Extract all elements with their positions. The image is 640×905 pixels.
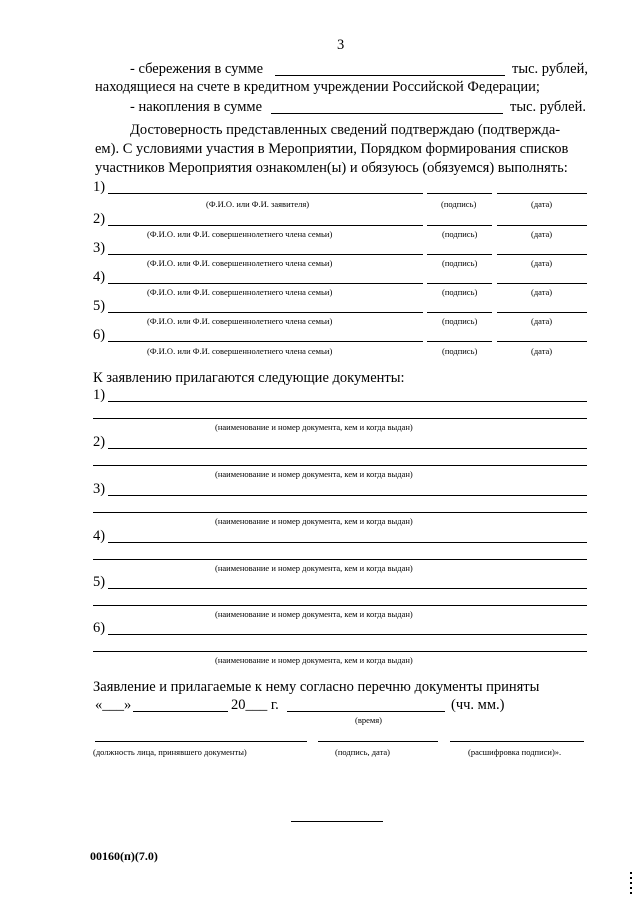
document-field-line-1[interactable] [108,448,587,449]
document-field-line-1[interactable] [108,588,587,589]
document-caption: (наименование и номер документа, кем и когда выдан) [215,655,413,665]
confirmation-line-1: Достоверность представленных сведений подтверждаю (подтвержда- [130,122,561,138]
signature-number: 6) [93,327,106,343]
receiver-decode-caption: (расшифровка подписи)». [468,747,562,757]
document-field-line-2[interactable] [93,465,587,466]
signature-date-field[interactable] [497,225,587,226]
document-field-line-1[interactable] [108,634,587,635]
document-field-line-2[interactable] [93,651,587,652]
accepted-time-caption: (время) [355,715,382,725]
signature-name-caption: (Ф.И.О. или Ф.И. совершеннолетнего члена семьи) [147,316,333,326]
document-number: 2) [93,434,106,450]
signature-name-field[interactable] [108,254,423,255]
signature-name-caption: (Ф.И.О. или Ф.И. совершеннолетнего члена семьи) [147,287,333,297]
receiver-decode-field[interactable] [450,741,584,742]
signature-date-caption: (дата) [531,258,553,268]
savings-continuation: находящиеся на счете в кредитном учреждении Российской Федерации; [95,79,540,95]
accepted-time-field[interactable] [287,711,445,712]
signature-number: 3) [93,240,106,256]
signature-name-caption: (Ф.И.О. или Ф.И. совершеннолетнего члена семьи) [147,346,333,356]
signature-sign-field[interactable] [427,341,492,342]
signature-date-field[interactable] [497,254,587,255]
accumulations-prefix: - накопления в сумме [130,99,263,115]
accepted-time-suffix: (чч. мм.) [451,697,505,713]
document-caption: (наименование и номер документа, кем и когда выдан) [215,469,413,479]
signature-sign-caption: (подпись) [442,258,478,268]
signature-sign-caption: (подпись) [441,199,477,209]
signature-name-caption: (Ф.И.О. или Ф.И. совершеннолетнего члена семьи) [147,229,333,239]
signature-sign-caption: (подпись) [442,287,478,297]
signature-name-caption: (Ф.И.О. или Ф.И. совершеннолетнего члена семьи) [147,258,333,268]
page-number: 3 [337,37,345,53]
document-number: 5) [93,574,106,590]
document-field-line-2[interactable] [93,605,587,606]
signature-date-field[interactable] [497,312,587,313]
signature-date-caption: (дата) [531,229,553,239]
signature-number: 2) [93,211,106,227]
document-field-line-2[interactable] [93,512,587,513]
confirmation-line-2: ем). С условиями участия в Мероприятии, Порядком формирования списков [95,141,569,157]
accumulations-suffix: тыс. рублей. [510,99,586,115]
accepted-day-field[interactable]: «___» [95,697,132,713]
signature-date-caption: (дата) [531,346,553,356]
document-caption: (наименование и номер документа, кем и когда выдан) [215,516,413,526]
signature-date-field[interactable] [497,341,587,342]
signature-number: 1) [93,179,106,195]
signature-name-field[interactable] [108,193,423,194]
document-field-line-1[interactable] [108,542,587,543]
document-number: 1) [93,387,106,403]
document-caption: (наименование и номер документа, кем и когда выдан) [215,563,413,573]
signature-number: 5) [93,298,106,314]
signature-sign-field[interactable] [427,283,492,284]
documents-heading: К заявлению прилагаются следующие документы: [93,370,405,386]
signature-name-field[interactable] [108,312,423,313]
document-field-line-2[interactable] [93,559,587,560]
signature-date-caption: (дата) [531,316,553,326]
receiver-position-field[interactable] [95,741,307,742]
signature-date-field[interactable] [497,193,587,194]
accumulations-amount-field[interactable] [271,113,503,114]
savings-prefix: - сбережения в сумме [130,61,264,77]
signature-number: 4) [93,269,106,285]
document-caption: (наименование и номер документа, кем и когда выдан) [215,609,413,619]
confirmation-line-3: участников Мероприятия ознакомлен(ы) и обязуюсь (обязуемся) выполнять: [95,160,568,176]
savings-amount-field[interactable] [275,75,505,76]
document-number: 3) [93,481,106,497]
document-number: 6) [93,620,106,636]
signature-name-field[interactable] [108,283,423,284]
document-caption: (наименование и номер документа, кем и когда выдан) [215,422,413,432]
document-field-line-1[interactable] [108,495,587,496]
signature-date-caption: (дата) [531,199,553,209]
signature-sign-field[interactable] [427,254,492,255]
accepted-year[interactable]: 20___ г. [231,697,279,713]
separator-line [291,821,383,822]
scan-edge-mark [630,872,632,894]
signature-date-caption: (дата) [531,287,553,297]
signature-name-caption: (Ф.И.О. или Ф.И. заявителя) [206,199,310,209]
signature-name-field[interactable] [108,341,423,342]
form-code: 00160(п)(7.0) [90,849,158,863]
signature-sign-caption: (подпись) [442,316,478,326]
document-number: 4) [93,528,106,544]
signature-date-field[interactable] [497,283,587,284]
document-field-line-2[interactable] [93,418,587,419]
signature-sign-field[interactable] [427,225,492,226]
signature-sign-field[interactable] [427,193,492,194]
signature-sign-caption: (подпись) [442,229,478,239]
signature-sign-field[interactable] [427,312,492,313]
receiver-position-caption: (должность лица, принявшего документы) [93,747,247,757]
signature-name-field[interactable] [108,225,423,226]
document-field-line-1[interactable] [108,401,587,402]
accepted-text: Заявление и прилагаемые к нему согласно перечню документы приняты [93,679,540,695]
accepted-month-field[interactable] [133,711,228,712]
savings-suffix: тыс. рублей, [512,61,588,77]
signature-sign-caption: (подпись) [442,346,478,356]
receiver-sign-field[interactable] [318,741,438,742]
receiver-sign-caption: (подпись, дата) [335,747,391,757]
